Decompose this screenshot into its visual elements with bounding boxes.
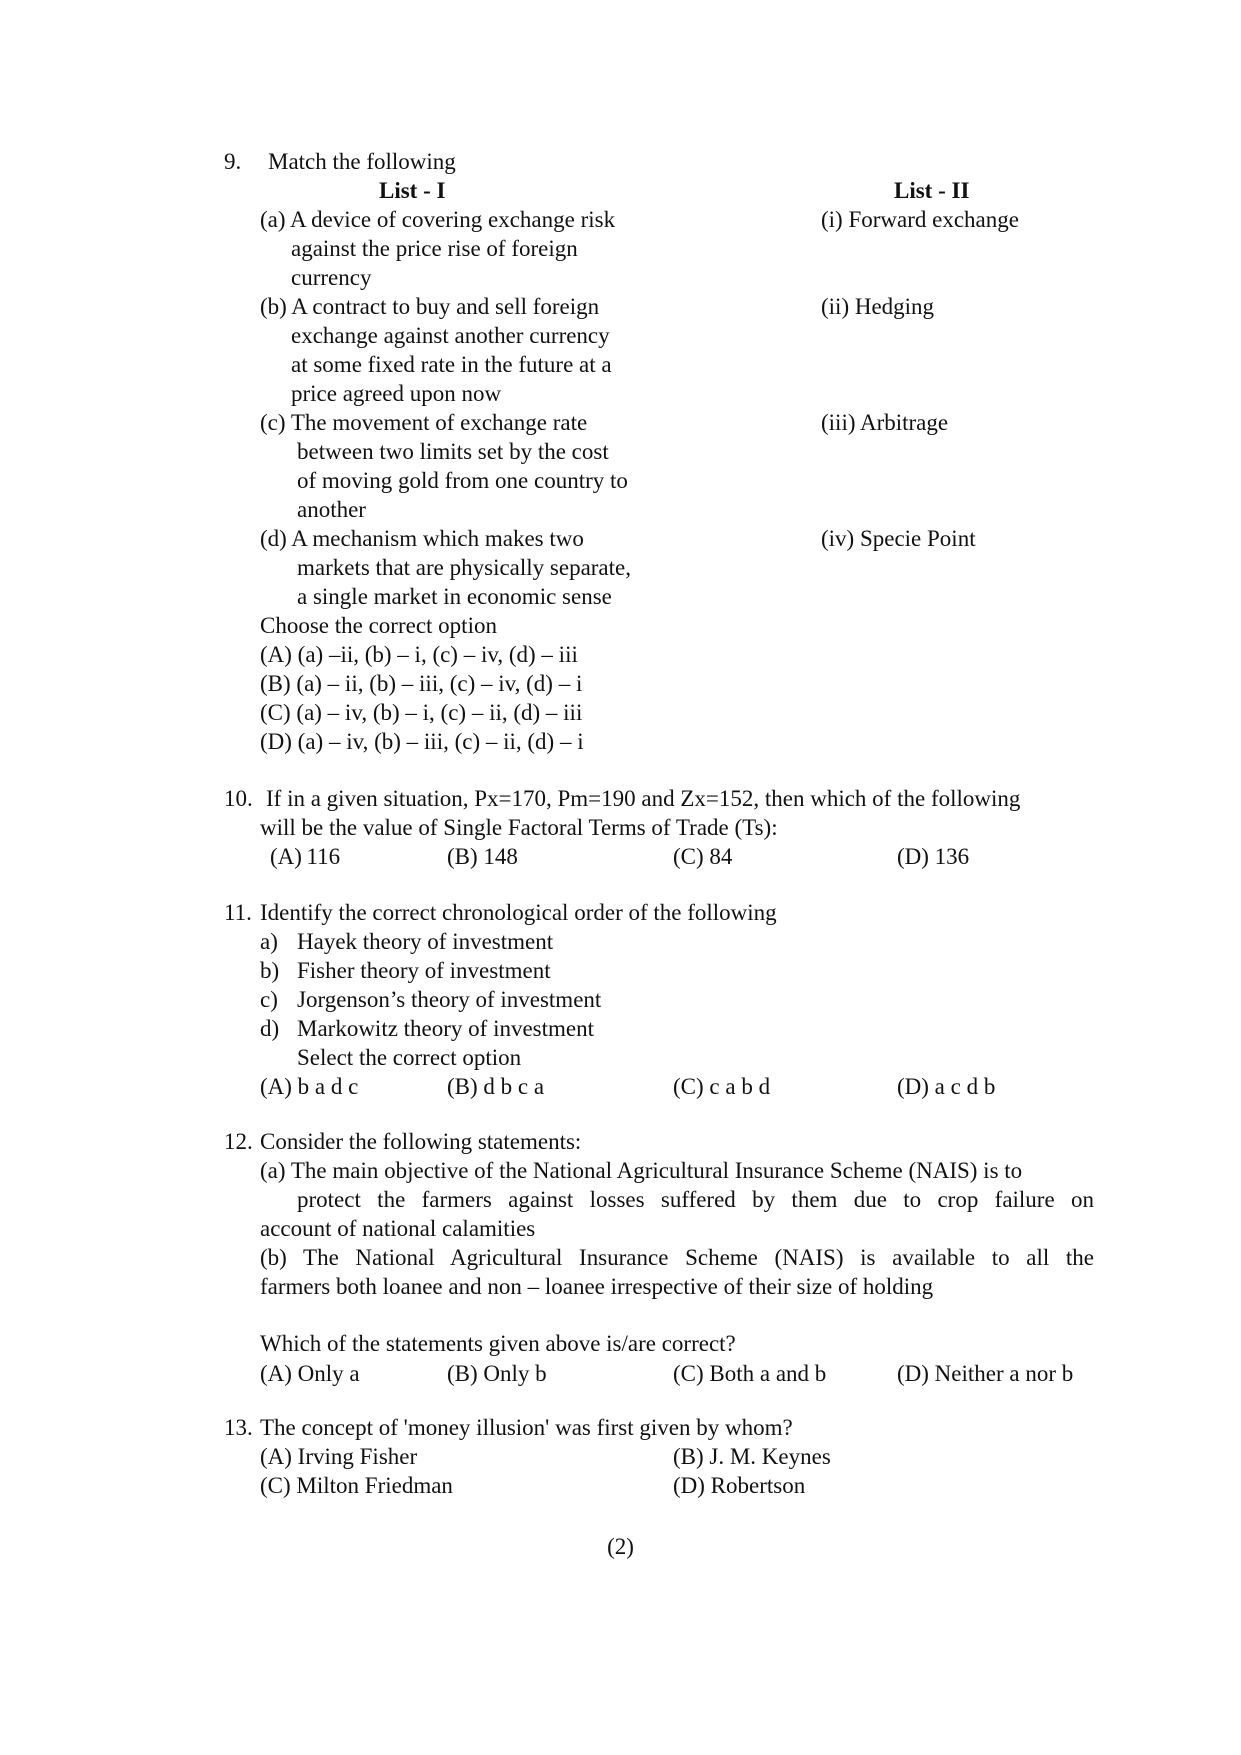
statement-b-line: farmers both loanee and non – loanee irrespective of their size of holding xyxy=(260,1274,934,1299)
item-text: Hayek theory of investment xyxy=(297,929,554,954)
list-1-item-b-line: price agreed upon now xyxy=(291,381,502,406)
option-d: (D) (a) – iv, (b) – iii, (c) – ii, (d) – i xyxy=(260,729,584,754)
question-number: 9. xyxy=(224,149,242,174)
question-10 xyxy=(224,784,1094,871)
question-number: 12. xyxy=(224,1129,253,1154)
option-b: (B) Only b xyxy=(447,1361,547,1386)
statement-question: Which of the statements given above is/are correct? xyxy=(260,1331,736,1356)
statement-b-line: (b) The National Agricultural Insurance Scheme (NAIS) is available to all the xyxy=(260,1245,1094,1270)
list-2-item-iii: (iii) Arbitrage xyxy=(821,410,949,435)
option-a: (A) 116 xyxy=(270,844,341,869)
item-label: d) xyxy=(260,1016,280,1041)
item-text: Markowitz theory of investment xyxy=(297,1016,595,1041)
list-2-item-i: (i) Forward exchange xyxy=(821,207,1019,232)
question-stem: If in a given situation, Px=170, Pm=190 and Zx=152, then which of the following xyxy=(266,786,1021,811)
list-1-item-a-line: (a) A device of covering exchange risk xyxy=(260,207,616,232)
list-1-item-a-line: against the price rise of foreign xyxy=(291,236,578,261)
option-d: (D) a c d b xyxy=(897,1074,996,1099)
list-1-item-d-line: markets that are physically separate, xyxy=(297,555,631,580)
option-d: (D) Robertson xyxy=(673,1473,806,1498)
list-1-item-b-line: exchange against another currency xyxy=(291,323,610,348)
statement-a-line: account of national calamities xyxy=(260,1216,536,1241)
question-number: 13. xyxy=(224,1415,253,1440)
list-1-item-d-line: (d) A mechanism which makes two xyxy=(260,526,584,551)
item-label: a) xyxy=(260,929,278,954)
question-stem-continued: will be the value of Single Factoral Terms of Trade (Ts): xyxy=(260,815,778,840)
option-c: (C) Milton Friedman xyxy=(260,1473,453,1498)
question-number: 11. xyxy=(224,900,252,925)
option-c: (C) (a) – iv, (b) – i, (c) – ii, (d) – iii xyxy=(260,700,583,725)
statement-a-line: protect the farmers against losses suffered by them due to crop failure on xyxy=(297,1187,1094,1212)
option-c: (C) 84 xyxy=(673,844,733,869)
question-number: 10. xyxy=(224,786,253,811)
option-a: (A) Only a xyxy=(260,1361,360,1386)
question-stem: The concept of 'money illusion' was first given by whom? xyxy=(260,1415,793,1440)
option-b: (B) 148 xyxy=(447,844,518,869)
option-b: (B) J. M. Keynes xyxy=(673,1444,831,1469)
list-1-header: List - I xyxy=(379,178,446,203)
list-1-item-d-line: a single market in economic sense xyxy=(297,584,612,609)
list-1-item-b-line: at some fixed rate in the future at a xyxy=(291,352,612,377)
statement-b-line-justified xyxy=(260,1243,1094,1272)
question-stem: Identify the correct chronological order of the following xyxy=(260,900,777,925)
list-2-item-ii: (ii) Hedging xyxy=(821,294,935,319)
option-c: (C) c a b d xyxy=(673,1074,771,1099)
page-number: (2) xyxy=(607,1534,634,1559)
list-2-header: List - II xyxy=(894,178,970,203)
item-label: b) xyxy=(260,958,280,983)
list-1-item-c-line: another xyxy=(297,497,366,522)
list-1-item-a-line: currency xyxy=(291,265,372,290)
question-stem: Consider the following statements: xyxy=(260,1129,582,1154)
option-a: (A) (a) –ii, (b) – i, (c) – iv, (d) – iii xyxy=(260,642,578,667)
option-b: (B) d b c a xyxy=(447,1074,545,1099)
select-instruction: Select the correct option xyxy=(297,1045,522,1070)
option-a: (A) b a d c xyxy=(260,1074,359,1099)
question-12 xyxy=(224,1127,1094,1388)
list-1-item-c-line: of moving gold from one country to xyxy=(297,468,628,493)
item-text: Fisher theory of investment xyxy=(297,958,551,983)
option-a: (A) Irving Fisher xyxy=(260,1444,418,1469)
statement-a-line-justified xyxy=(297,1185,1094,1214)
list-2-item-iv: (iv) Specie Point xyxy=(821,526,976,551)
option-c: (C) Both a and b xyxy=(673,1361,827,1386)
question-13 xyxy=(224,1413,1094,1500)
list-1-item-c-line: between two limits set by the cost xyxy=(297,439,609,464)
option-d: (D) Neither a nor b xyxy=(897,1361,1074,1386)
question-9 xyxy=(224,147,1094,756)
choose-instruction: Choose the correct option xyxy=(260,613,497,638)
list-1-item-b-line: (b) A contract to buy and sell foreign xyxy=(260,294,600,319)
question-stem: Match the following xyxy=(268,149,456,174)
option-d: (D) 136 xyxy=(897,844,970,869)
item-text: Jorgenson’s theory of investment xyxy=(297,987,602,1012)
item-label: c) xyxy=(260,987,278,1012)
option-b: (B) (a) – ii, (b) – iii, (c) – iv, (d) – i xyxy=(260,671,583,696)
statement-a-line: (a) The main objective of the National Agricultural Insurance Scheme (NAIS) is to xyxy=(260,1158,1023,1183)
question-11 xyxy=(224,898,1094,1101)
list-1-item-c-line: (c) The movement of exchange rate xyxy=(260,410,588,435)
